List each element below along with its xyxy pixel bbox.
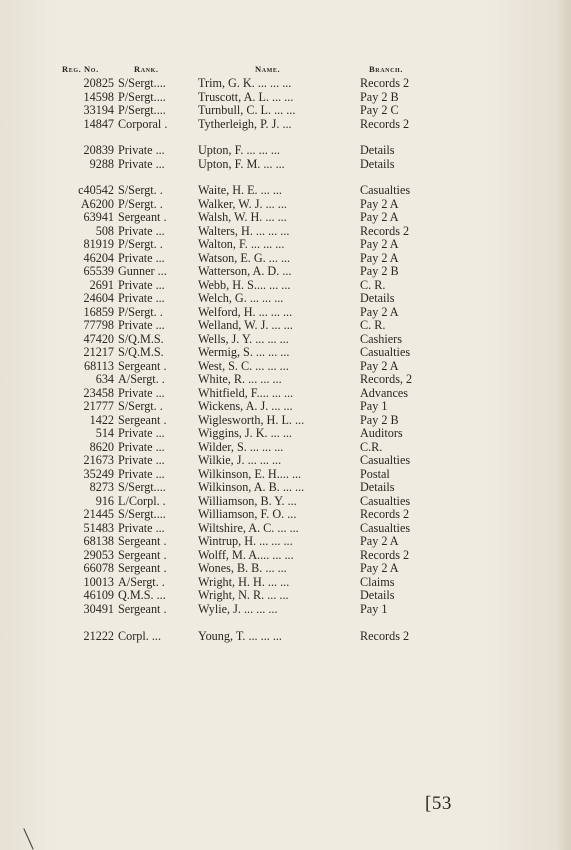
list-item <box>0 562 571 576</box>
list-item <box>0 184 571 198</box>
entry-rank: P/Sergt. . <box>118 237 163 252</box>
entry-name: Wells, J. Y. ... ... ... <box>198 331 289 346</box>
entry-branch: Pay 2 A <box>360 561 399 576</box>
entry-rank: Sergeant . <box>118 547 167 562</box>
entry-name: Webb, H. S.... ... ... <box>198 277 291 292</box>
list-item <box>0 279 571 293</box>
list-item <box>0 211 571 225</box>
entry-branch: Pay 2 A <box>360 196 399 211</box>
entry-name: Walsh, W. H. ... ... <box>198 210 287 225</box>
list-item <box>0 252 571 266</box>
list-item <box>0 630 571 644</box>
header-branch: Branch. <box>369 64 403 74</box>
entry-reg-no: 8620 <box>89 439 114 454</box>
list-item <box>0 77 571 91</box>
entry-name: Watterson, A. D. ... <box>198 264 292 279</box>
entry-rank: Corpl. ... <box>118 628 161 643</box>
entry-reg-no: 30491 <box>83 601 114 616</box>
entry-rank: P/Sergt. . <box>118 304 163 319</box>
entry-branch: Casualties <box>360 493 411 508</box>
entry-rank: S/Q.M.S. <box>118 345 164 360</box>
entry-reg-no: 2691 <box>89 277 114 292</box>
list-item <box>0 104 571 118</box>
entry-branch: Pay 2 A <box>360 358 399 373</box>
list-item <box>0 481 571 495</box>
entry-name: Watson, E. G. ... ... <box>198 250 291 265</box>
entry-name: Welch, G. ... ... ... <box>198 291 284 306</box>
entry-rank: Sergeant . <box>118 534 167 549</box>
entry-branch: Pay 1 <box>360 399 388 414</box>
entry-branch: Casualties <box>360 183 411 198</box>
entry-name: White, R. ... ... ... <box>198 372 282 387</box>
entry-name: Welland, W. J. ... ... <box>198 318 293 333</box>
entry-branch: Pay 2 A <box>360 304 399 319</box>
entry-name: Welford, H. ... ... ... <box>198 304 293 319</box>
entry-rank: Q.M.S. ... <box>118 588 166 603</box>
list-item <box>0 319 571 333</box>
entry-rank: A/Sergt. . <box>118 574 165 589</box>
entry-name: Wright, N. R. ... ... <box>198 588 289 603</box>
list-item <box>0 387 571 401</box>
entry-rank: Private ... <box>118 250 165 265</box>
list-item <box>0 508 571 522</box>
entry-reg-no: 14598 <box>83 89 114 104</box>
entry-name: Wones, B. B. ... ... <box>198 561 287 576</box>
entry-rank: Private ... <box>118 223 165 238</box>
entry-reg-no: 24604 <box>83 291 114 306</box>
entry-rank: S/Sergt. . <box>118 183 163 198</box>
entry-branch: Records 2 <box>360 507 410 522</box>
entry-rank: Private ... <box>118 277 165 292</box>
entry-reg-no: 16859 <box>83 304 114 319</box>
entry-name: Truscott, A. L. ... ... <box>198 89 294 104</box>
entry-name: Wiglesworth, H. L. ... <box>198 412 305 427</box>
entry-name: Walton, F. ... ... ... <box>198 237 285 252</box>
entry-rank: Private ... <box>118 439 165 454</box>
list-item <box>0 454 571 468</box>
entry-branch: Pay 1 <box>360 601 388 616</box>
header-reg-no: Reg. No. <box>62 64 99 74</box>
entry-branch: Pay 2 A <box>360 237 399 252</box>
page-number: [53 <box>425 793 452 814</box>
entry-name: Wilkie, J. ... ... ... <box>198 453 282 468</box>
entry-reg-no: 21445 <box>83 507 114 522</box>
entry-name: Upton, F. M. ... ... <box>198 156 285 171</box>
entry-rank: Private ... <box>118 520 165 535</box>
entry-reg-no: 46109 <box>83 588 114 603</box>
entry-reg-no: 20839 <box>83 143 114 158</box>
entry-rank: Private ... <box>118 453 165 468</box>
entry-rank: S/Sergt.... <box>118 507 166 522</box>
entry-name: Wilkinson, E. H.... ... <box>198 466 302 481</box>
entry-branch: Casualties <box>360 453 411 468</box>
entry-reg-no: 21222 <box>83 628 114 643</box>
entry-reg-no: c40542 <box>78 183 114 198</box>
entry-reg-no: 14847 <box>83 116 114 131</box>
entry-name: Wilkinson, A. B. ... ... <box>198 480 305 495</box>
entry-reg-no: 46204 <box>83 250 114 265</box>
entry-rank: Sergeant . <box>118 561 167 576</box>
entry-branch: Details <box>360 291 395 306</box>
entry-branch: Casualties <box>360 345 411 360</box>
entry-rank: Sergeant . <box>118 412 167 427</box>
entry-name: Turnbull, C. L. ... ... <box>198 103 296 117</box>
entry-name: Wilder, S. ... ... ... <box>198 439 284 454</box>
entry-rank: Private ... <box>118 143 165 158</box>
entry-branch: C. R. <box>360 318 386 333</box>
list-item <box>0 603 571 617</box>
entry-rank: Corporal . <box>118 116 168 131</box>
entry-reg-no: 9288 <box>89 156 114 171</box>
entry-reg-no: 81919 <box>83 237 114 252</box>
entry-rank: Sergeant . <box>118 358 167 373</box>
entry-rank: S/Sergt.... <box>118 76 166 90</box>
entry-reg-no: 1422 <box>89 412 114 427</box>
entry-name: Wylie, J. ... ... ... <box>198 601 278 616</box>
header-rank: Rank. <box>134 64 159 74</box>
entry-branch: Records 2 <box>360 116 410 131</box>
list-item <box>0 118 571 132</box>
list-item <box>0 589 571 603</box>
entry-reg-no: 634 <box>95 372 114 387</box>
entry-name: Williamson, B. Y. ... <box>198 493 297 508</box>
entry-reg-no: 33194 <box>83 103 114 117</box>
entry-reg-no: 35249 <box>83 466 114 481</box>
entry-reg-no: 65539 <box>83 264 114 279</box>
entry-branch: Pay 2 A <box>360 250 399 265</box>
list-item <box>0 333 571 347</box>
entry-rank: P/Sergt. . <box>118 196 163 211</box>
entry-rank: Gunner ... <box>118 264 167 279</box>
entry-rank: Sergeant . <box>118 601 167 616</box>
entry-reg-no: A6200 <box>80 196 114 211</box>
list-item <box>0 91 571 105</box>
entry-name: Young, T. ... ... ... <box>198 628 282 643</box>
entry-branch: Postal <box>360 466 390 481</box>
entry-rank: Private ... <box>118 156 165 171</box>
entry-rank: Private ... <box>118 466 165 481</box>
entry-rank: P/Sergt.... <box>118 103 166 117</box>
entry-branch: Claims <box>360 574 395 589</box>
entry-reg-no: 8273 <box>89 480 114 495</box>
entry-name: Wermig, S. ... ... ... <box>198 345 290 360</box>
list-item <box>0 198 571 212</box>
list-item <box>0 292 571 306</box>
entry-reg-no: 23458 <box>83 385 114 400</box>
entry-branch: Casualties <box>360 520 411 535</box>
entry-reg-no: 508 <box>95 223 114 238</box>
entry-reg-no: 77798 <box>83 318 114 333</box>
list-item <box>0 427 571 441</box>
entry-reg-no: 514 <box>95 426 114 441</box>
entry-name: Whitfield, F.... ... ... <box>198 385 294 400</box>
entry-rank: S/Sergt.... <box>118 480 166 495</box>
entry-branch: C.R. <box>360 439 383 454</box>
entry-rank: Private ... <box>118 385 165 400</box>
list-item <box>0 360 571 374</box>
entry-branch: Details <box>360 480 395 495</box>
entry-reg-no: 51483 <box>83 520 114 535</box>
entry-reg-no: 29053 <box>83 547 114 562</box>
list-item <box>0 414 571 428</box>
entry-name: Walters, H. ... ... ... <box>198 223 290 238</box>
entry-name: Williamson, F. O. ... <box>198 507 297 522</box>
list-item <box>0 306 571 320</box>
entry-rank: Private ... <box>118 291 165 306</box>
list-item <box>0 265 571 279</box>
entry-reg-no: 916 <box>95 493 114 508</box>
entry-reg-no: 66078 <box>83 561 114 576</box>
entry-reg-no: 20825 <box>83 76 114 90</box>
entry-reg-no: 21673 <box>83 453 114 468</box>
list-item <box>0 468 571 482</box>
list-item <box>0 238 571 252</box>
entry-name: Wintrup, H. ... ... ... <box>198 534 293 549</box>
entry-reg-no: 68113 <box>83 358 114 373</box>
entry-branch: Pay 2 A <box>360 210 399 225</box>
entry-reg-no: 63941 <box>83 210 114 225</box>
list-item <box>0 346 571 360</box>
entry-reg-no: 47420 <box>83 331 114 346</box>
entry-branch: Records 2 <box>360 547 410 562</box>
entry-rank: S/Q.M.S. <box>118 331 164 346</box>
entry-name: Trim, G. K. ... ... ... <box>198 76 292 90</box>
entry-name: Wickens, A. J. ... ... <box>198 399 293 414</box>
header-name: Name. <box>255 64 281 74</box>
entry-branch: Pay 2 B <box>360 412 399 427</box>
entry-branch: Pay 2 C <box>360 103 399 117</box>
list-item <box>0 535 571 549</box>
pencil-mark-icon <box>22 828 36 850</box>
entry-name: Waite, H. E. ... ... <box>198 183 282 198</box>
entry-branch: Details <box>360 156 395 171</box>
entry-rank: A/Sergt. . <box>118 372 165 387</box>
entry-name: Wiggins, J. K. ... ... <box>198 426 292 441</box>
list-item <box>0 441 571 455</box>
entry-branch: Details <box>360 588 395 603</box>
list-item <box>0 549 571 563</box>
entry-rank: P/Sergt.... <box>118 89 166 104</box>
entry-branch: Details <box>360 143 395 158</box>
entry-reg-no: 10013 <box>83 574 114 589</box>
entry-name: Wright, H. H. ... ... <box>198 574 290 589</box>
entry-branch: Records 2 <box>360 223 410 238</box>
entry-branch: Pay 2 B <box>360 89 399 104</box>
entry-branch: Cashiers <box>360 331 402 346</box>
entry-branch: Advances <box>360 385 409 400</box>
entry-rank: S/Sergt. . <box>118 399 163 414</box>
list-item <box>0 400 571 414</box>
entry-branch: Records, 2 <box>360 372 413 387</box>
entry-branch: C. R. <box>360 277 386 292</box>
entry-name: West, S. C. ... ... ... <box>198 358 289 373</box>
entry-reg-no: 68138 <box>83 534 114 549</box>
entry-rank: Sergeant . <box>118 210 167 225</box>
entry-name: Tytherleigh, P. J. ... <box>198 116 292 131</box>
entry-name: Wolff, M. A.... ... ... <box>198 547 294 562</box>
list-item <box>0 158 571 172</box>
entry-branch: Records 2 <box>360 76 410 90</box>
entry-branch: Records 2 <box>360 628 410 643</box>
entry-name: Upton, F. ... ... ... <box>198 143 280 158</box>
entry-reg-no: 21777 <box>83 399 114 414</box>
list-item <box>0 225 571 239</box>
list-item <box>0 576 571 590</box>
entry-reg-no: 21217 <box>83 345 114 360</box>
entry-branch: Pay 2 B <box>360 264 399 279</box>
list-item <box>0 522 571 536</box>
personnel-list <box>0 77 571 643</box>
list-item <box>0 144 571 158</box>
entry-branch: Pay 2 A <box>360 534 399 549</box>
entry-rank: Private ... <box>118 318 165 333</box>
entry-name: Wiltshire, A. C. ... ... <box>198 520 299 535</box>
list-item <box>0 373 571 387</box>
entry-rank: L/Corpl. . <box>118 493 166 508</box>
entry-branch: Auditors <box>360 426 403 441</box>
entry-name: Walker, W. J. ... ... <box>198 196 287 211</box>
entry-rank: Private ... <box>118 426 165 441</box>
list-item <box>0 495 571 509</box>
